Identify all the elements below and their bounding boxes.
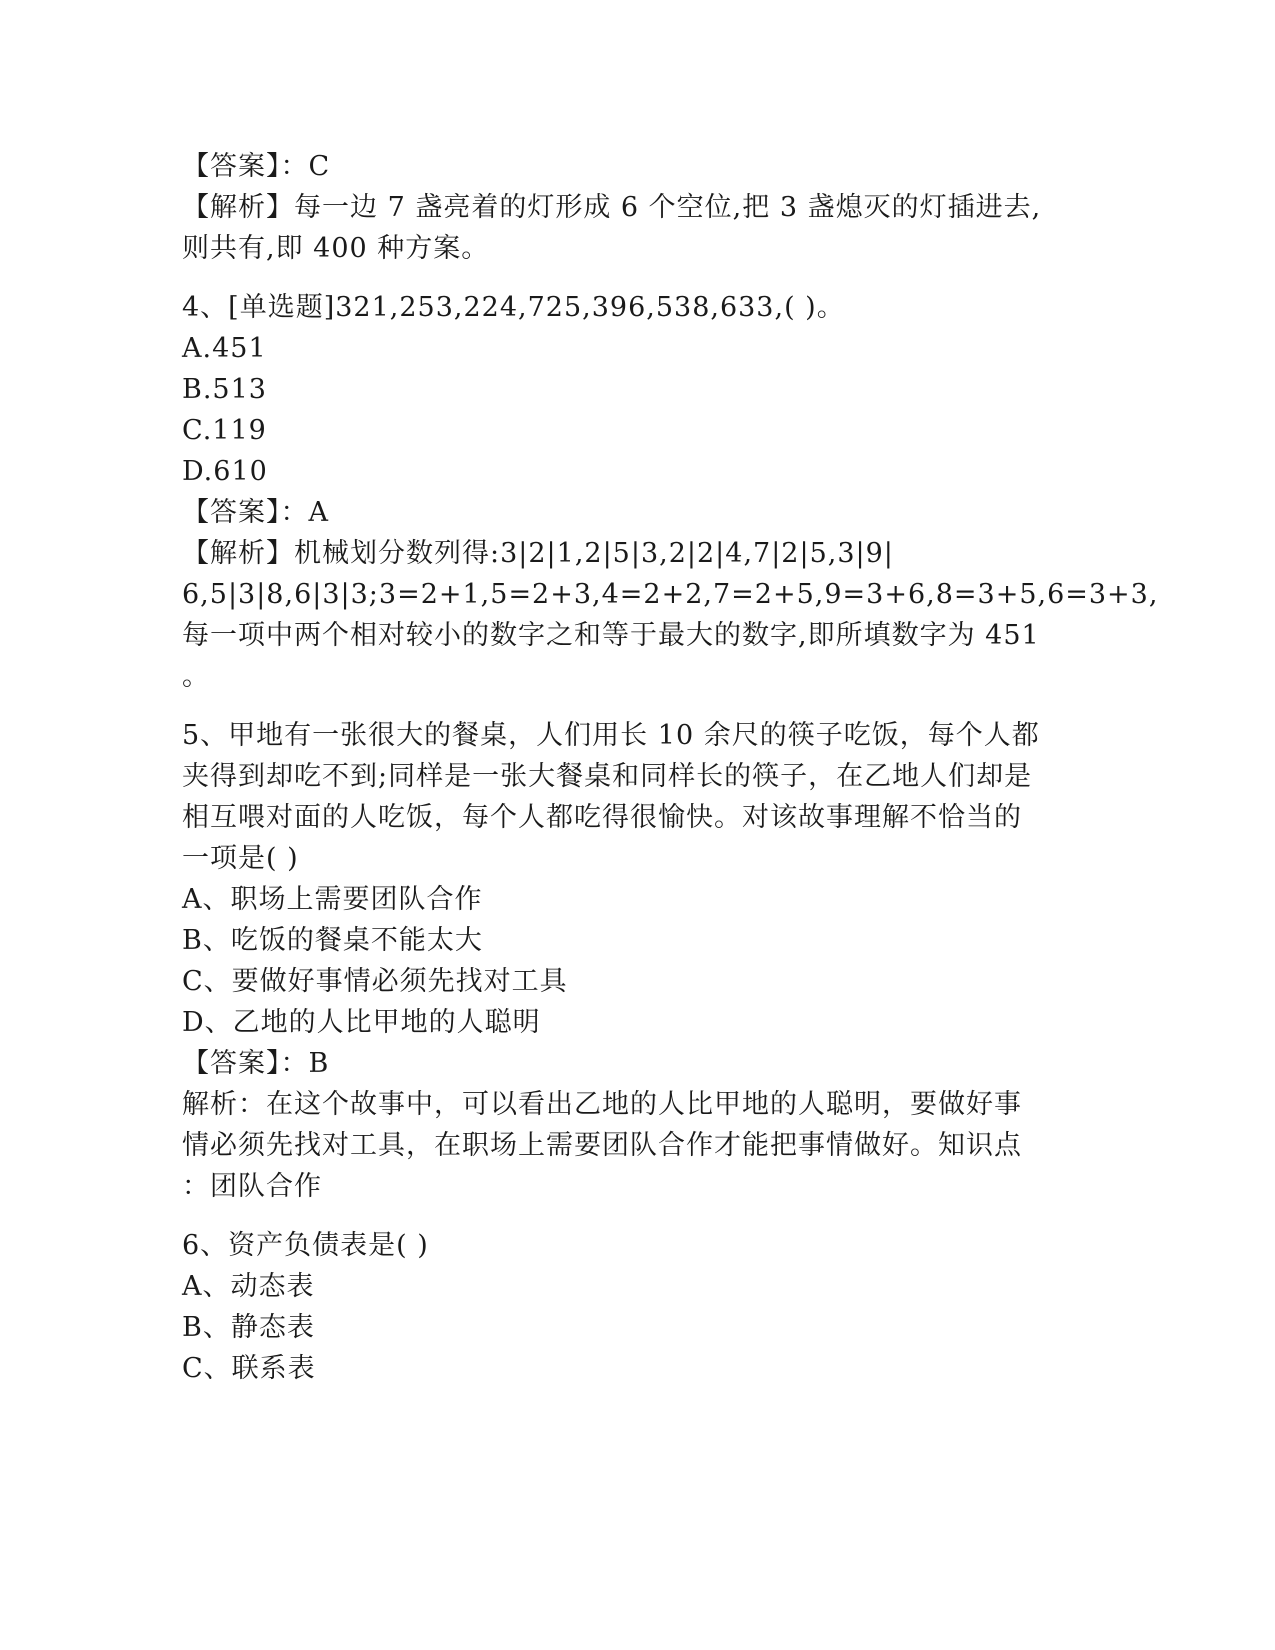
q6-option-c: C、联系表 [182,1353,316,1384]
q4-option-c: C.119 [182,415,267,446]
q5-question-line-4: 一项是( ) [182,843,299,874]
q4-option-b: B.513 [182,374,267,405]
q4-option-d: D.610 [182,456,268,487]
q3-answer: 【答案】：C [182,151,331,182]
q5-analysis-line-1: 解析：在这个故事中，可以看出乙地的人比甲地的人聪明，要做好事 [182,1089,1022,1120]
document-page [182,146,1159,1389]
q5-option-c: C、要做好事情必须先找对工具 [182,966,568,997]
q5-option-d: D、乙地的人比甲地的人聪明 [182,1007,541,1038]
q5-question-line-2: 夹得到却吃不到;同样是一张大餐桌和同样长的筷子，在乙地人们却是 [182,761,1033,792]
q3-analysis-line-1: 【解析】每一边 7 盏亮着的灯形成 6 个空位,把 3 盏熄灭的灯插进去, [182,192,1042,223]
q6-option-b: B、静态表 [182,1312,315,1343]
q4-analysis-line-1: 【解析】机械划分数列得:3|2|1,2|5|3,2|2|4,7|2|5,3|9| [182,538,894,569]
q5-question-line-3: 相互喂对面的人吃饭，每个人都吃得很愉快。对该故事理解不恰当的 [182,802,1022,833]
q5-question-line-1: 5、甲地有一张很大的餐桌，人们用长 10 余尺的筷子吃饭，每个人都 [182,720,1040,751]
q4-answer: 【答案】：A [182,497,329,528]
q5-answer: 【答案】：B [182,1048,330,1079]
q4-analysis-line-2: 6,5|3|8,6|3|3;3=2+1,5=2+3,4=2+2,7=2+5,9=3+6,8=3+5,6=3+3, [182,579,1159,610]
q6-question: 6、资产负债表是( ) [182,1230,429,1261]
q5-analysis-line-3: ：团队合作 [182,1171,322,1202]
q5-option-a: A、职场上需要团队合作 [182,884,483,915]
q4-analysis-line-3: 每一项中两个相对较小的数字之和等于最大的数字,即所填数字为 451 [182,620,1040,651]
q4-option-a: A.451 [182,333,267,364]
q5-analysis-line-2: 情必须先找对工具，在职场上需要团队合作才能把事情做好。知识点 [182,1130,1022,1161]
q3-analysis-line-2: 则共有,即 400 种方案。 [182,233,490,264]
q6-option-a: A、动态表 [182,1271,315,1302]
q4-analysis-line-4: 。 [182,661,210,692]
q5-option-b: B、吃饭的餐桌不能太大 [182,925,483,956]
q4-question: 4、[单选题]321,253,224,725,396,538,633,( )。 [182,292,845,323]
